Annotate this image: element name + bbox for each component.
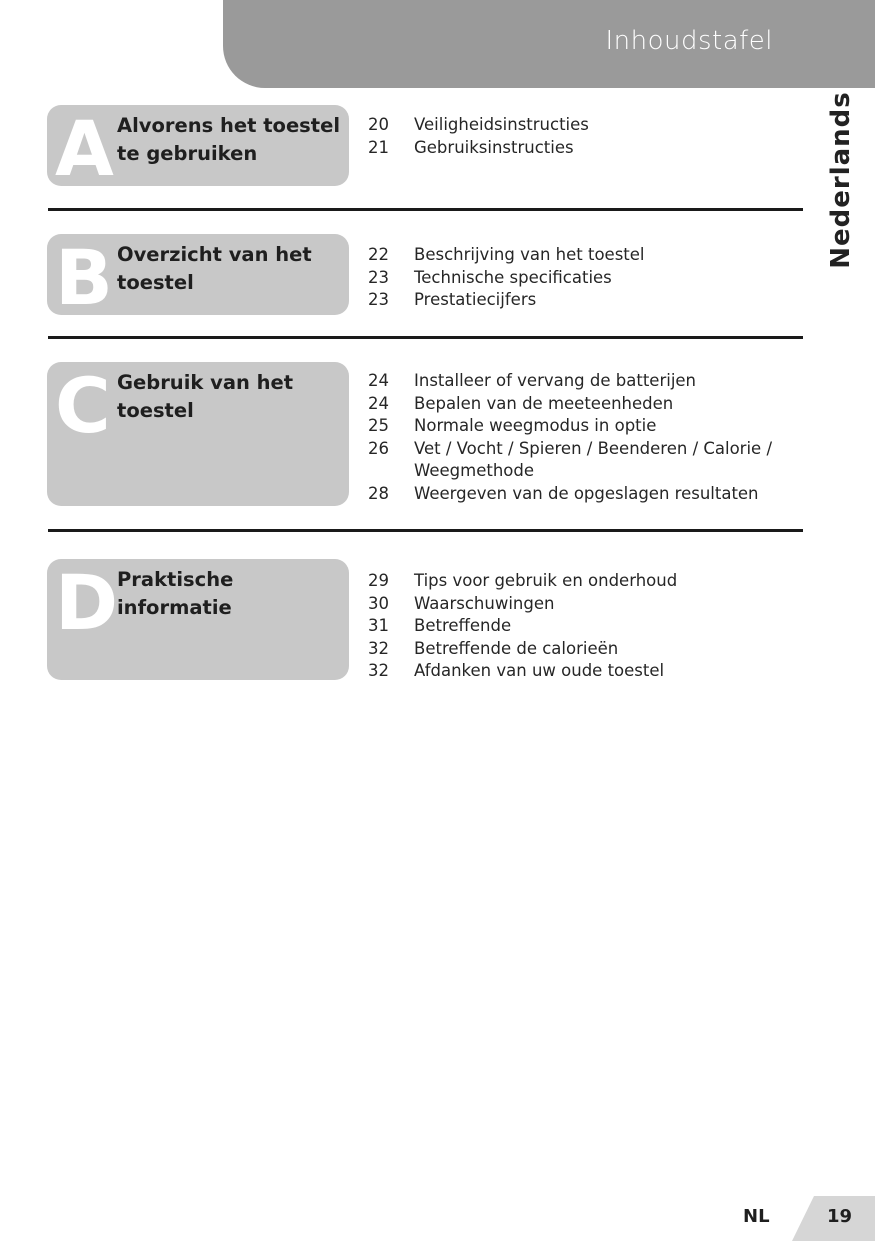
toc-page-number: 23	[368, 290, 389, 310]
page-number: 19	[827, 1206, 853, 1227]
section-title: Overzicht van het toestel	[117, 243, 312, 294]
toc-entry[interactable]	[368, 244, 788, 267]
section-title: Alvorens het toestel te gebruiken	[117, 114, 341, 165]
language-side-label: Nederlands	[826, 91, 856, 269]
toc-entry[interactable]	[368, 660, 788, 683]
toc-entry[interactable]	[368, 438, 788, 483]
toc-entry[interactable]	[368, 370, 788, 393]
toc-page-number: 29	[368, 571, 389, 590]
toc-page-number: 24	[368, 393, 389, 413]
footer-language-code: NL	[743, 1206, 770, 1227]
toc-entry[interactable]	[368, 638, 788, 661]
section-d-box	[47, 559, 349, 680]
toc-entry-text: Vet / Vocht / Spieren / Beenderen / Calorie / Weegmethode	[414, 438, 773, 481]
toc-page-number: 23	[368, 267, 389, 287]
toc-page-number: 26	[368, 438, 389, 458]
section-letter: A	[55, 105, 114, 186]
toc-entry-text: Installeer of vervang de batterijen	[414, 371, 697, 390]
section-c-box	[47, 362, 349, 506]
toc-entry[interactable]	[368, 289, 788, 312]
page-title: Inhoudstafel	[605, 26, 773, 56]
section-title: Praktische informatie	[117, 568, 234, 619]
toc-entry[interactable]	[368, 483, 788, 506]
toc-entry-text: Prestatiecijfers	[414, 290, 537, 310]
toc-entry-text: Tips voor gebruik en onderhoud	[414, 571, 678, 590]
toc-entry-text: Afdanken van uw oude toestel	[414, 661, 665, 681]
toc-entry-text: Normale weegmodus in optie	[414, 416, 657, 436]
toc-page-number: 32	[368, 638, 389, 658]
section-b-box	[47, 234, 349, 315]
toc-page-number: 20	[368, 115, 389, 134]
toc-entry-text: Waarschuwingen	[414, 593, 555, 613]
toc-page-number: 28	[368, 483, 389, 503]
toc-entry-text: Weergeven van de opgeslagen resultaten	[414, 483, 759, 503]
toc-entry-text: Veiligheidsinstructies	[414, 115, 589, 134]
toc-entry-text: Beschrijving van het toestel	[414, 245, 645, 264]
section-a-box	[47, 105, 349, 186]
toc-entry[interactable]	[368, 137, 788, 160]
toc-page-number: 32	[368, 661, 389, 681]
section-divider	[48, 336, 803, 339]
toc-page-number: 25	[368, 416, 389, 436]
section-c-entries	[368, 370, 788, 506]
toc-page-number: 30	[368, 593, 389, 613]
section-divider	[48, 529, 803, 532]
toc-entry-text: Betreffende de calorieën	[414, 638, 619, 658]
section-letter: C	[55, 362, 111, 450]
toc-page-number: 31	[368, 616, 389, 636]
section-letter: D	[55, 559, 119, 647]
section-d-entries	[368, 570, 788, 683]
toc-page-number: 24	[368, 371, 389, 390]
toc-entry[interactable]	[368, 615, 788, 638]
toc-entry-text: Gebruiksinstructies	[414, 137, 574, 157]
section-a-entries	[368, 114, 788, 159]
toc-entry[interactable]	[368, 415, 788, 438]
section-letter: B	[55, 234, 113, 315]
section-b-entries	[368, 244, 788, 312]
toc-entry-text: Betreffende	[414, 616, 512, 636]
toc-entry[interactable]	[368, 393, 788, 416]
toc-entry[interactable]	[368, 267, 788, 290]
toc-page-number: 21	[368, 137, 389, 157]
toc-entry-text: Technische specificaties	[414, 267, 612, 287]
toc-entry-text: Bepalen van de meeteenheden	[414, 393, 674, 413]
section-title: Gebruik van het toestel	[117, 371, 294, 422]
toc-page-number: 22	[368, 245, 389, 264]
section-divider	[48, 208, 803, 211]
toc-entry[interactable]	[368, 593, 788, 616]
toc-entry[interactable]	[368, 570, 788, 593]
header-tab	[223, 0, 875, 88]
toc-entry[interactable]	[368, 114, 788, 137]
